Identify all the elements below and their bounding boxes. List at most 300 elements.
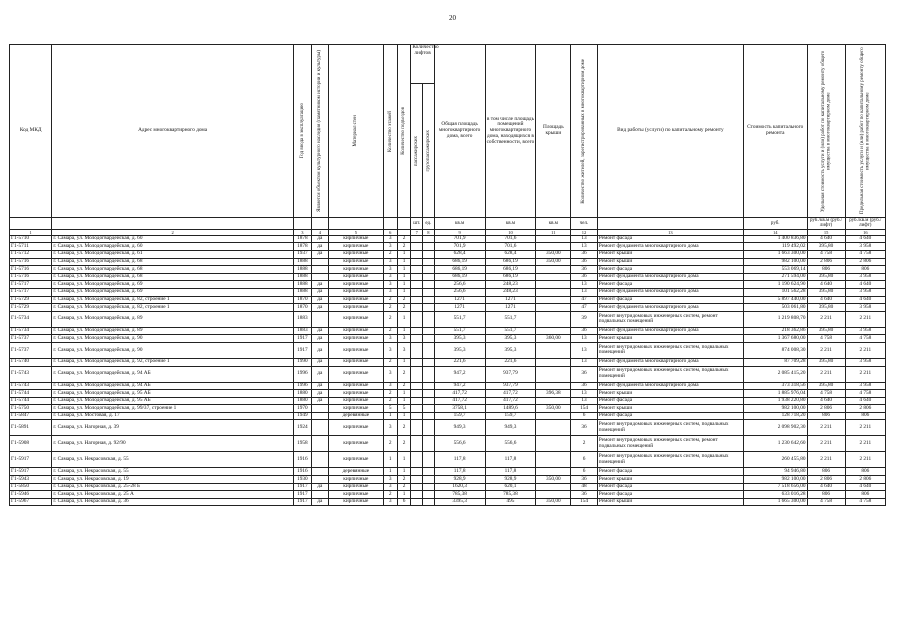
cell-max-cost: 4 758 [845, 498, 885, 506]
cell-year: 1878 [293, 243, 311, 251]
cell-code: Г1-5847 [10, 412, 52, 420]
cell-material: кирпичные [328, 311, 383, 327]
cell-heritage [311, 405, 328, 413]
cell-residents: 13 [571, 235, 597, 243]
cell-material: кирпичные [328, 304, 383, 312]
cell-heritage [311, 273, 328, 281]
cell-roof-area [536, 382, 571, 390]
cell-lifts-passenger [411, 420, 423, 436]
cell-address: г. Самара, ул. Молодогвардейская, д. 60 [52, 243, 294, 251]
cell-lifts-freight [423, 258, 435, 266]
cell-lifts-freight [423, 405, 435, 413]
cell-heritage: да [311, 342, 328, 358]
cell-max-cost: 3 958 [845, 358, 885, 366]
cell-cost: 874 008,30 [743, 342, 807, 358]
cell-address: г. Самара, ул. Молодогвардейская, д. 89 [52, 327, 294, 335]
cell-code: Г1-5717 [10, 281, 52, 289]
cell-entrances: 1 [397, 311, 411, 327]
cell-cost: 87 709,28 [743, 358, 807, 366]
cell-max-cost: 2 211 [845, 342, 885, 358]
cell-year: 1917 [293, 342, 311, 358]
cell-year: 1937 [293, 250, 311, 258]
cell-floors: 3 [383, 498, 397, 506]
cell-code: Г1-5711 [10, 243, 52, 251]
cell-code: Г1-5744 [10, 390, 52, 398]
cell-code: Г1-5743 [10, 366, 52, 382]
cell-entrances: 1 [397, 412, 411, 420]
cell-max-cost: 2 806 [845, 258, 885, 266]
table-row [10, 436, 886, 452]
table-row [10, 405, 886, 413]
cell-lifts-freight [423, 327, 435, 335]
cell-code: Г1-5737 [10, 335, 52, 343]
cell-lifts-freight [423, 304, 435, 312]
cell-year: 1924 [293, 420, 311, 436]
cell-address: г. Самара, ул. Молодогвардейская, д. 82, строение 1 [52, 304, 294, 312]
cell-owned-area: 159,7 [485, 412, 536, 420]
cell-code: Г1-5716 [10, 266, 52, 274]
cell-owned-area: 417,72 [485, 397, 536, 405]
cell-unit-cost: 2 211 [807, 311, 845, 327]
cell-residents: 13 [571, 335, 597, 343]
cell-heritage: да [311, 235, 328, 243]
table-row [10, 468, 886, 476]
cell-lifts-freight [423, 235, 435, 243]
cell-code: Г1-5716 [10, 258, 52, 266]
cell-entrances: 1 [397, 288, 411, 296]
cell-owned-area: 785,38 [485, 491, 536, 499]
cell-address: г. Самара, ул. Некрасовская, д. 55 [52, 468, 294, 476]
cell-entrances: 2 [397, 296, 411, 304]
cell-work-type: Ремонт крыши [597, 476, 743, 484]
cell-entrances: 2 [397, 235, 411, 243]
cell-floors: 2 [383, 491, 397, 499]
cell-entrances: 1 [397, 281, 411, 289]
cell-roof-area [536, 468, 571, 476]
cell-residents: 2 [571, 436, 597, 452]
cell-lifts-passenger [411, 436, 423, 452]
cell-code: Г1-5712 [10, 250, 52, 258]
cell-cost: 119 492,02 [743, 243, 807, 251]
cell-owned-area: 395,3 [485, 335, 536, 343]
cell-total-area: 949,3 [434, 420, 485, 436]
cell-unit-cost: 2 211 [807, 420, 845, 436]
cell-floors: 1 [383, 452, 397, 468]
cell-roof-area [536, 266, 571, 274]
cell-max-cost: 3 958 [845, 288, 885, 296]
cell-material: деревянные [328, 412, 383, 420]
cell-entrances: 2 [397, 366, 411, 382]
cell-lifts-passenger [411, 358, 423, 366]
cell-max-cost: 3 958 [845, 273, 885, 281]
cell-lifts-passenger [411, 390, 423, 398]
cell-lifts-passenger [411, 243, 423, 251]
header-lifts-freight: грузопассажирских [425, 129, 431, 172]
cell-residents: 36 [571, 491, 597, 499]
cell-heritage: да [311, 327, 328, 335]
cell-work-type: Ремонт фундамента многоквартирного дома [597, 382, 743, 390]
cell-total-area: 159,7 [434, 412, 485, 420]
column-number: 8 [423, 229, 435, 235]
table-row [10, 304, 886, 312]
header-residents: Количество жителей, зарегистрированных в многоквартирном доме [581, 58, 587, 204]
cell-address: г. Самара, ул. Нагорная, д. 92/90 [52, 436, 294, 452]
cell-year: 1917 [293, 491, 311, 499]
cell-lifts-passenger [411, 397, 423, 405]
cell-entrances: 1 [397, 327, 411, 335]
table-row [10, 250, 886, 258]
cell-material: кирпичные [328, 366, 383, 382]
cell-address: г. Самара, ул. Молодогвардейская, д. 90 [52, 342, 294, 358]
column-number: 14 [743, 229, 807, 235]
cell-year: 1917 [293, 335, 311, 343]
cell-floors: 3 [383, 281, 397, 289]
cell-entrances: 1 [397, 266, 411, 274]
cell-entrances: 2 [397, 476, 411, 484]
column-number: 13 [597, 229, 743, 235]
cell-cost: 94 946,80 [743, 468, 807, 476]
cell-cost: 982 100,00 [743, 405, 807, 413]
cell-owned-area: 686,19 [485, 266, 536, 274]
cell-residents: 13 [571, 243, 597, 251]
cell-heritage: да [311, 382, 328, 390]
cell-address: г. Самара, ул. Молодогвардейская, д. 89 [52, 311, 294, 327]
cell-total-area: 628,4 [434, 250, 485, 258]
cell-year: 1888 [293, 281, 311, 289]
cell-floors: 3 [383, 382, 397, 390]
cell-heritage [311, 468, 328, 476]
cell-lifts-passenger [411, 476, 423, 484]
unit-area-owned: кв.м [485, 218, 536, 230]
cell-address: г. Самара, ул. Нагорная, д. 39 [52, 420, 294, 436]
column-number: 11 [536, 229, 571, 235]
cell-total-area: 3395,3 [434, 498, 485, 506]
table-row [10, 296, 886, 304]
cell-floors: 1 [383, 412, 397, 420]
cell-lifts-freight [423, 335, 435, 343]
cell-address: г. Самара, ул. Молодогвардейская, д. 82, строение 1 [52, 296, 294, 304]
cell-total-area: 686,19 [434, 266, 485, 274]
cell-lifts-freight [423, 476, 435, 484]
cell-residents: 39 [571, 311, 597, 327]
cell-max-cost: 4 640 [845, 397, 885, 405]
cell-code: Г1-5744 [10, 397, 52, 405]
cell-entrances: 1 [397, 273, 411, 281]
cell-address: г. Самара, ул. Молодогвардейская, д. 95 АБ [52, 390, 294, 398]
cell-max-cost: 2 211 [845, 311, 885, 327]
cell-code: Г1-5743 [10, 382, 52, 390]
cell-total-area: 947,2 [434, 382, 485, 390]
cell-cost: 982 100,00 [743, 258, 807, 266]
unit-area-total: кв.м [434, 218, 485, 230]
cell-owned-area: 221,6 [485, 358, 536, 366]
cell-owned-area: 495 [485, 498, 536, 506]
column-number: 15 [807, 229, 845, 235]
cell-unit-cost: 2 806 [807, 476, 845, 484]
cell-floors: 3 [383, 476, 397, 484]
cell-roof-area [536, 436, 571, 452]
cell-roof-area: 350,00 [536, 250, 571, 258]
cell-owned-area: 117,8 [485, 468, 536, 476]
cell-owned-area: 417,72 [485, 390, 536, 398]
cell-lifts-freight [423, 366, 435, 382]
cell-total-area: 256,6 [434, 281, 485, 289]
cell-heritage [311, 258, 328, 266]
cell-work-type: Ремонт фасада [597, 491, 743, 499]
cell-lifts-freight [423, 296, 435, 304]
cell-address: г. Самара, ул. Молодогвардейская, д. 68 [52, 266, 294, 274]
cell-roof-area [536, 452, 571, 468]
cell-work-type: Ремонт фасада [597, 296, 743, 304]
cell-total-area: 395,3 [434, 342, 485, 358]
cell-unit-cost: 4 758 [807, 498, 845, 506]
cell-work-type: Ремонт фасада [597, 235, 743, 243]
cell-entrances: 1 [397, 258, 411, 266]
cell-floors: 2 [383, 304, 397, 312]
cell-total-area: 785,38 [434, 491, 485, 499]
cell-cost: 1 400 836,80 [743, 235, 807, 243]
cell-cost: 1 230 642,60 [743, 436, 807, 452]
cell-owned-area: 949,3 [485, 420, 536, 436]
cell-owned-area: 628,4 [485, 250, 536, 258]
cell-year: 1990 [293, 358, 311, 366]
cell-heritage: да [311, 335, 328, 343]
cell-address: г. Самара, ул. Некрасовская, д. 55 [52, 452, 294, 468]
cell-lifts-freight [423, 468, 435, 476]
cell-owned-area: 686,19 [485, 273, 536, 281]
cell-residents: 36 [571, 420, 597, 436]
cell-residents: 36 [571, 258, 597, 266]
cell-year: 1930 [293, 476, 311, 484]
cell-unit-cost: 395,80 [807, 304, 845, 312]
cell-owned-area: 701,6 [485, 243, 536, 251]
cell-lifts-freight [423, 288, 435, 296]
cell-material: кирпичные [328, 476, 383, 484]
cell-residents: 36 [571, 250, 597, 258]
cell-cost: 633 016,28 [743, 491, 807, 499]
cell-unit-cost: 395,80 [807, 358, 845, 366]
page-number: 20 [449, 14, 456, 22]
cell-total-area: 117,8 [434, 452, 485, 468]
cell-material: кирпичные [328, 491, 383, 499]
cell-entrances: 2 [397, 483, 411, 491]
cell-cost: 1 367 680,00 [743, 335, 807, 343]
cell-residents: 6 [571, 412, 597, 420]
cell-total-area: 686,19 [434, 273, 485, 281]
cell-owned-area: 937,79 [485, 366, 536, 382]
cell-roof-area [536, 397, 571, 405]
cell-cost: 982 100,00 [743, 476, 807, 484]
table-row [10, 483, 886, 491]
cell-cost: 1 190 624,90 [743, 281, 807, 289]
cell-address: г. Самара, ул. Некрасовская, д. 25-28 Б [52, 483, 294, 491]
cell-total-area: 551,7 [434, 327, 485, 335]
cell-entrances: 5 [397, 405, 411, 413]
cell-lifts-freight [423, 390, 435, 398]
cell-material: кирпичные [328, 243, 383, 251]
cell-code: Г1-5716 [10, 273, 52, 281]
cell-unit-cost: 2 211 [807, 436, 845, 452]
cell-entrances: 1 [397, 452, 411, 468]
cell-material: кирпичные [328, 390, 383, 398]
unit-max-cost: руб./кв.м (руб./лифт) [845, 218, 885, 230]
cell-unit-cost: 4 640 [807, 281, 845, 289]
cell-heritage [311, 452, 328, 468]
cell-unit-cost: 4 640 [807, 483, 845, 491]
cell-heritage [311, 266, 328, 274]
cell-work-type: Ремонт фундамента многоквартирного дома [597, 358, 743, 366]
cell-work-type: Ремонт фундамента многоквартирного дома [597, 327, 743, 335]
table-row [10, 397, 886, 405]
cell-roof-area: 396,38 [536, 390, 571, 398]
cell-year: 1996 [293, 382, 311, 390]
cell-unit-cost: 4 758 [807, 250, 845, 258]
cell-unit-cost: 4 640 [807, 235, 845, 243]
cell-entrances: 2 [397, 382, 411, 390]
header-year-built: Год ввода в эксплуатацию [299, 103, 305, 159]
cell-total-area: 701,9 [434, 235, 485, 243]
cell-year: 1958 [293, 436, 311, 452]
header-max-cost: Предельная стоимость услуги и (или) работ по капитальному ремонту общего имущества в многоквартирном доме [860, 47, 871, 215]
cell-floors: 2 [383, 390, 397, 398]
cell-material: кирпичные [328, 266, 383, 274]
cell-code: Г1-5908 [10, 436, 52, 452]
cell-address: г. Самара, ул. Молодогвардейская, д. 69 [52, 281, 294, 289]
cell-floors: 3 [383, 266, 397, 274]
cell-address: г. Самара, ул. Некрасовская, д. 25 А [52, 491, 294, 499]
cell-max-cost: 2 211 [845, 452, 885, 468]
cell-work-type: Ремонт фасада [597, 412, 743, 420]
cell-material: кирпичные [328, 288, 383, 296]
cell-roof-area: 350,00 [536, 405, 571, 413]
column-number: 3 [293, 229, 311, 235]
header-heritage: Является объектом культурного наследия (памятником истории и культуры) [317, 50, 323, 212]
cell-residents: 36 [571, 382, 597, 390]
cell-max-cost: 4 640 [845, 296, 885, 304]
cell-lifts-passenger [411, 258, 423, 266]
cell-material: кирпичные [328, 382, 383, 390]
cell-year: 1888 [293, 273, 311, 281]
cell-total-area: 947,2 [434, 366, 485, 382]
cell-code: Г1-5734 [10, 311, 52, 327]
cell-address: г. Самара, ул. Молодогвардейская, д. 61 [52, 250, 294, 258]
cell-max-cost: 3 958 [845, 243, 885, 251]
cell-total-area: 256,6 [434, 288, 485, 296]
cell-roof-area: 360,00 [536, 335, 571, 343]
cell-floors: 2 [383, 250, 397, 258]
table-row [10, 311, 886, 327]
cell-max-cost: 4 640 [845, 281, 885, 289]
table-row [10, 382, 886, 390]
cell-roof-area [536, 491, 571, 499]
header-address: Адрес многоквартирного дома [52, 45, 294, 218]
cell-cost: 2 098 902,30 [743, 420, 807, 436]
cell-code: Г1-5737 [10, 342, 52, 358]
cell-unit-cost: 806 [807, 491, 845, 499]
cell-entrances: 2 [397, 304, 411, 312]
cell-lifts-freight [423, 243, 435, 251]
cell-cost: 5 897 440,00 [743, 296, 807, 304]
cell-work-type: Ремонт внутридомовых инженерных систем, подвальных помещений [597, 420, 743, 436]
cell-max-cost: 2 211 [845, 366, 885, 382]
cell-owned-area: 395,3 [485, 342, 536, 358]
column-number: 10 [485, 229, 536, 235]
cell-code: Г1-5946 [10, 491, 52, 499]
cell-lifts-passenger [411, 266, 423, 274]
cell-year: 1888 [293, 258, 311, 266]
cell-unit-cost: 395,80 [807, 382, 845, 390]
cell-floors: 2 [383, 358, 397, 366]
cell-code: Г1-5734 [10, 327, 52, 335]
cell-work-type: Ремонт фасада [597, 483, 743, 491]
cell-total-area: 395,3 [434, 335, 485, 343]
cell-material: кирпичные [328, 296, 383, 304]
column-number: 16 [845, 229, 885, 235]
cell-owned-area: 1271 [485, 296, 536, 304]
cell-max-cost: 2 211 [845, 436, 885, 452]
cell-roof-area [536, 235, 571, 243]
header-lifts-passenger: пассажирских [414, 135, 420, 166]
cell-residents: 154 [571, 498, 597, 506]
cell-work-type: Ремонт фасада [597, 281, 743, 289]
cell-year: 1870 [293, 304, 311, 312]
cell-residents: 6 [571, 452, 597, 468]
cell-owned-area: 686,19 [485, 258, 536, 266]
cell-owned-area: 1271 [485, 304, 536, 312]
header-cost: Стоимость капитального ремонта [743, 45, 807, 218]
cell-floors: 2 [383, 296, 397, 304]
cell-address: г. Самара, ул. Молодогвардейская, д. 94 АБ [52, 382, 294, 390]
cell-code: Г1-5967 [10, 498, 52, 506]
cell-year: 1917 [293, 483, 311, 491]
cell-roof-area [536, 327, 571, 335]
cell-heritage: да [311, 483, 328, 491]
cell-unit-cost: 2 806 [807, 405, 845, 413]
cell-max-cost: 3 958 [845, 382, 885, 390]
cell-cost: 1 885 976,04 [743, 390, 807, 398]
cell-cost: 7 518 656,00 [743, 483, 807, 491]
cell-max-cost: 4 758 [845, 335, 885, 343]
cell-year: 1870 [293, 296, 311, 304]
header-wall-material: Материал стен [353, 115, 359, 147]
table-row [10, 258, 886, 266]
cell-floors: 2 [383, 436, 397, 452]
unit-unit-cost: руб./кв.м (руб./лифт) [807, 218, 845, 230]
cell-unit-cost: 395,80 [807, 273, 845, 281]
cell-total-area: 1271 [434, 304, 485, 312]
cell-unit-cost: 2 211 [807, 342, 845, 358]
cell-address: г. Самара, ул. Мостовая, д. 17 [52, 412, 294, 420]
cell-lifts-freight [423, 420, 435, 436]
cell-roof-area [536, 288, 571, 296]
cell-material: кирпичные [328, 420, 383, 436]
cell-entrances: 3 [397, 335, 411, 343]
column-number: 12 [571, 229, 597, 235]
cell-residents: 36 [571, 266, 597, 274]
cell-year: 1996 [293, 366, 311, 382]
table-row [10, 366, 886, 382]
table-row [10, 476, 886, 484]
cell-max-cost: 2 806 [845, 405, 885, 413]
cell-residents: 13 [571, 281, 597, 289]
cell-floors: 3 [383, 235, 397, 243]
cell-entrances: 1 [397, 397, 411, 405]
cell-floors: 3 [383, 483, 397, 491]
cell-entrances: 1 [397, 358, 411, 366]
cell-heritage: да [311, 498, 328, 506]
cell-residents: 36 [571, 476, 597, 484]
cell-owned-area: 117,8 [485, 452, 536, 468]
